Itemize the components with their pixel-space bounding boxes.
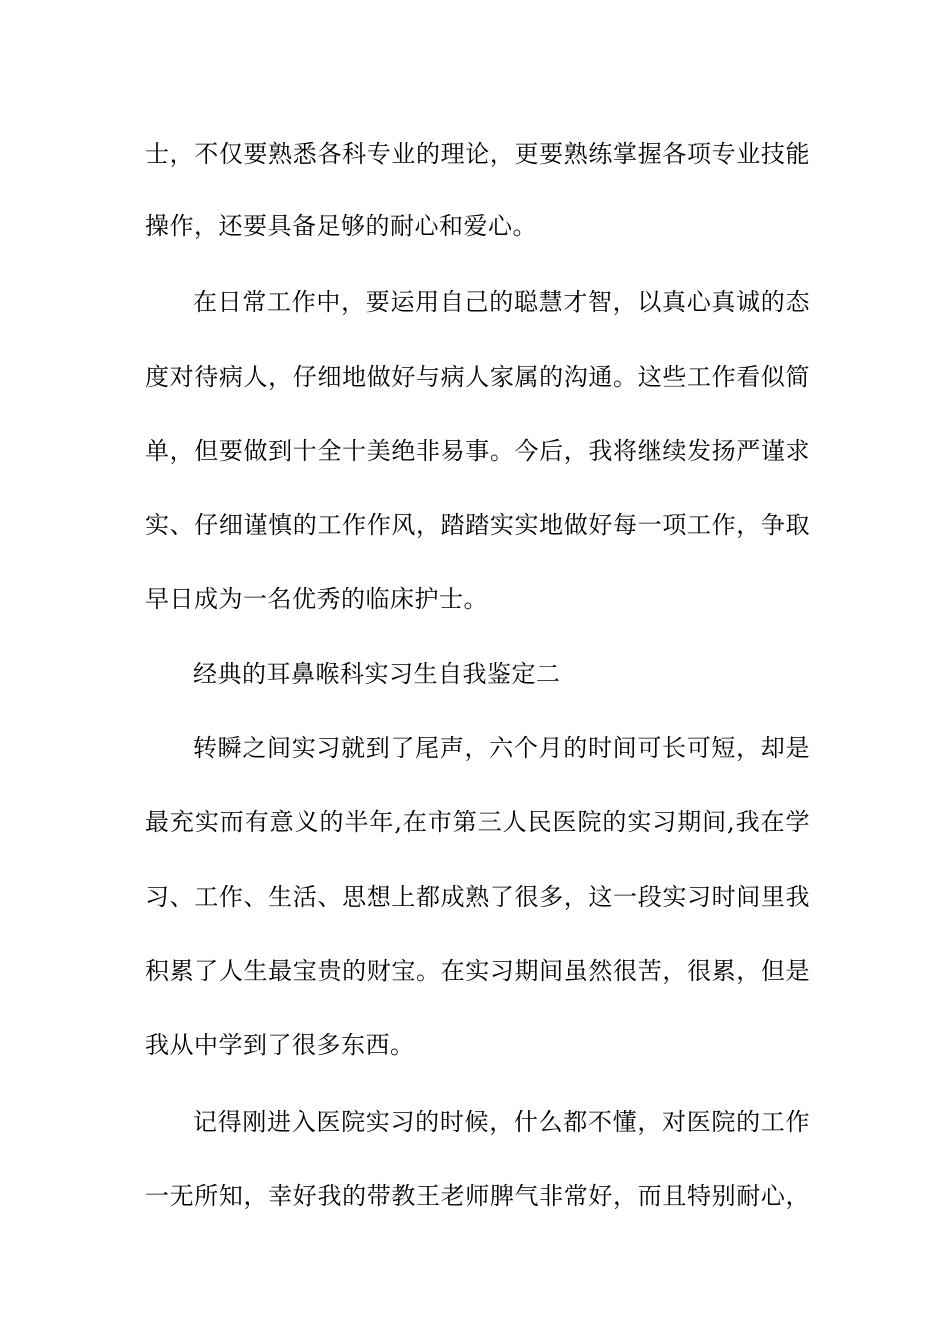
text-line: 我从中学到了很多东西。: [145, 1031, 415, 1059]
text-line: 转瞬之间实习就到了尾声，六个月的时间可长可短，却是: [193, 734, 810, 762]
text-line: 操作，还要具备足够的耐心和爱心。: [145, 212, 537, 240]
text-line: 最充实而有意义的半年,在市第三人民医院的实习期间,我在学: [145, 808, 810, 836]
text-line: 习、工作、生活、思想上都成熟了很多，这一段实习时间里我: [145, 883, 810, 911]
text-line: 实、仔细谨慎的工作作风，踏踏实实地做好每一项工作，争取: [145, 511, 810, 539]
text-line: 积累了人生最宝贵的财宝。在实习期间虽然很苦，很累，但是: [145, 957, 810, 985]
text-line: 一无所知，幸好我的带教王老师脾气非常好，而且特别耐心，: [145, 1182, 810, 1210]
section-heading: 经典的耳鼻喉科实习生自我鉴定二: [193, 660, 561, 688]
text-line: 士，不仅要熟悉各科专业的理论，更要熟练掌握各项专业技能: [145, 140, 810, 168]
text-line: 度对待病人，仔细地做好与病人家属的沟通。这些工作看似简: [145, 363, 810, 391]
text-line: 早日成为一名优秀的临床护士。: [145, 585, 488, 613]
text-line: 单，但要做到十全十美绝非易事。今后，我将继续发扬严谨求: [145, 437, 810, 465]
text-line: 在日常工作中，要运用自己的聪慧才智，以真心真诚的态: [193, 288, 810, 316]
text-line: 记得刚进入医院实习的时候，什么都不懂，对医院的工作: [193, 1108, 810, 1136]
